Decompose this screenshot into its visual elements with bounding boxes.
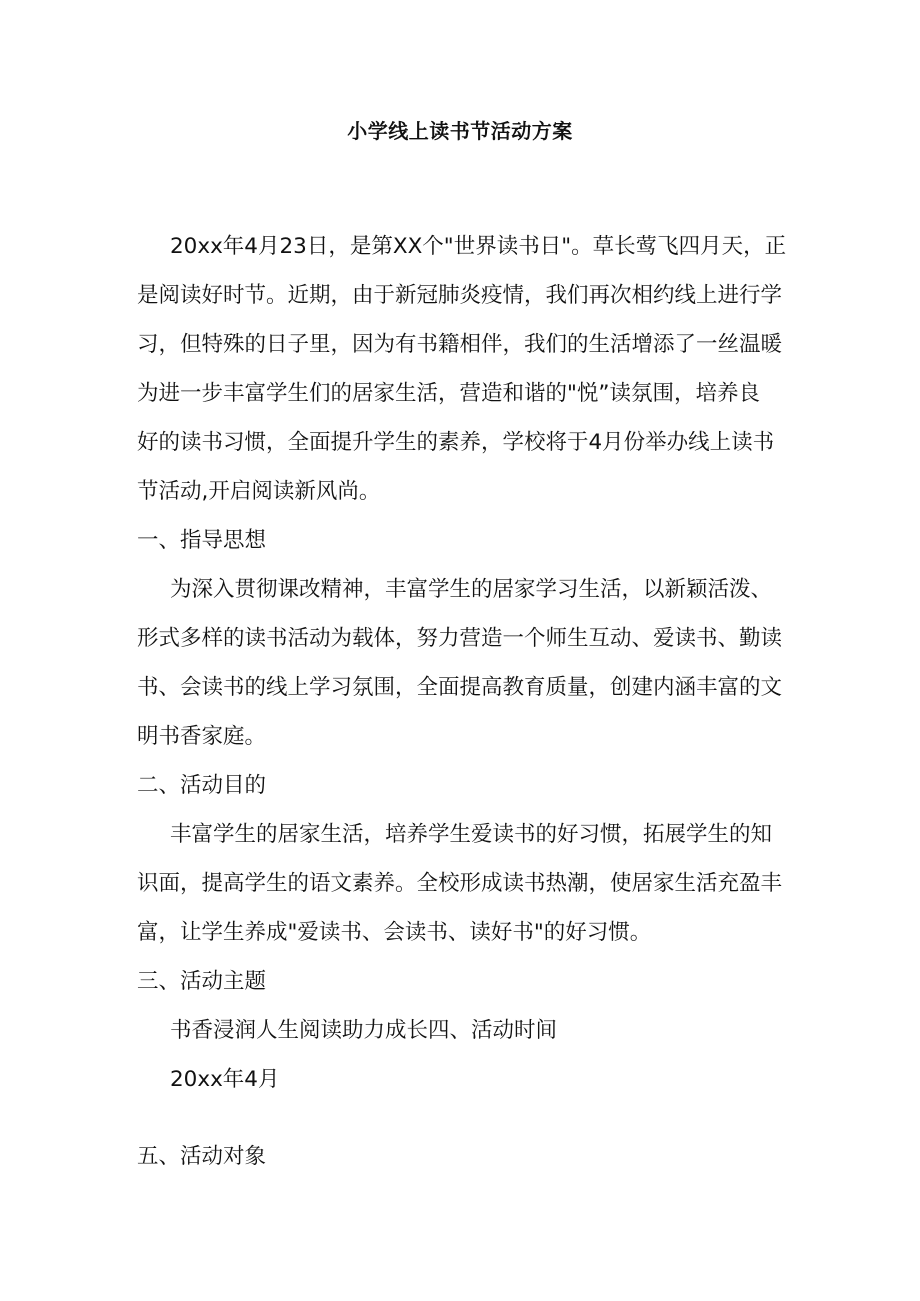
- text-line: 富，让学生养成"爱读书、会读书、读好书"的好习惯。: [137, 920, 652, 945]
- intro-paragraph: [137, 222, 787, 1104]
- text-line: 识面，提高学生的语文素养。全校形成读书热潮，使居家生活充盈丰: [137, 871, 783, 896]
- section-heading-activity-theme: 三、活动主题: [137, 969, 267, 994]
- text-line: 20xx年4月: [170, 1067, 280, 1092]
- section-heading-activity-target: 五、活动对象: [137, 1144, 267, 1169]
- text-line: 书香浸润人生阅读助力成长四、活动时间: [170, 1018, 558, 1043]
- text-line: 明书香家庭。: [137, 724, 267, 749]
- text-line: 丰富学生的居家生活，培养学生爱读书的好习惯，拓展学生的知: [170, 822, 773, 847]
- text-line: 书、会读书的线上学习氛围，全面提高教育质量，创建内涵丰富的文: [137, 675, 783, 700]
- text-line: 是阅读好时节。近期，由于新冠肺炎疫情，我们再次相约线上进行学: [137, 283, 783, 308]
- text-line: 20xx年4月23日，是第XX个"世界读书日"。草长莺飞四月天，正: [170, 234, 787, 259]
- text-line: 为深入贯彻课改精神，丰富学生的居家学习生活，以新颖活泼、: [170, 577, 773, 602]
- text-line: 为进一步丰富学生们的居家生活，营造和谐的"悦”读氛围，培养良: [137, 381, 761, 406]
- text-line: 节活动,开启阅读新风尚。: [137, 479, 381, 504]
- section-heading-guiding-ideology: 一、指导思想: [137, 528, 267, 553]
- text-line: 形式多样的读书活动为载体，努力营造一个师生互动、爱读书、勤读: [137, 626, 783, 651]
- document-title: 小学线上读书节活动方案: [347, 119, 573, 143]
- text-line: 习，但特殊的日子里，因为有书籍相伴，我们的生活增添了一丝温暖: [137, 332, 783, 357]
- section-five: [137, 1132, 787, 1181]
- text-line: 好的读书习惯，全面提升学生的素养，学校将于4月份举办线上读书: [137, 430, 775, 455]
- section-heading-activity-purpose: 二、活动目的: [137, 773, 267, 798]
